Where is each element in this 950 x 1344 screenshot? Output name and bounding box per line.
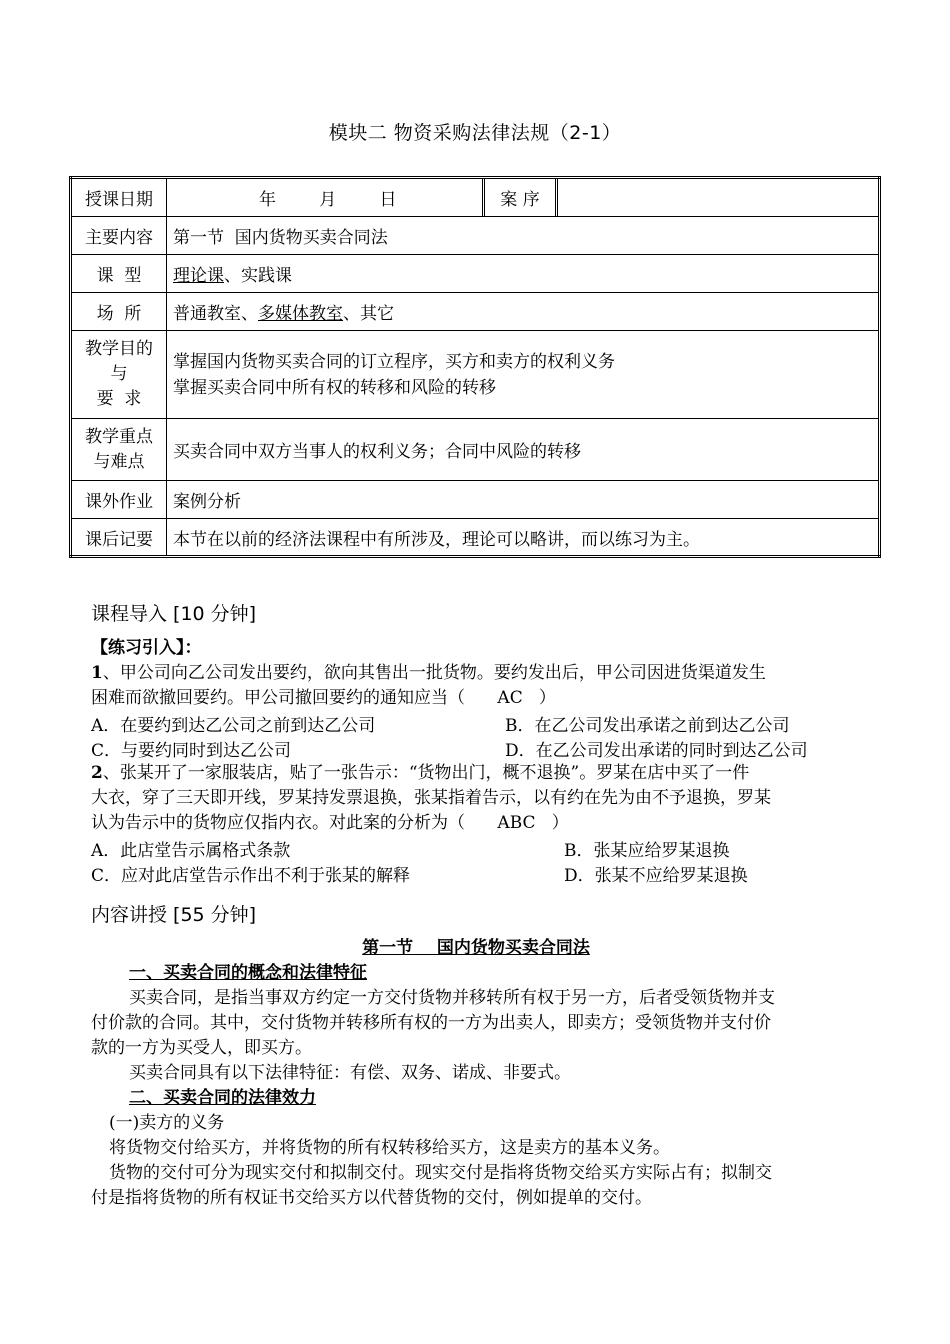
goal-line-2: 掌握买卖合同中所有权的转移和风险的转移	[173, 377, 496, 398]
place-a: 普通教室、	[173, 304, 258, 324]
content-value: 第一节 国内货物买卖合同法	[167, 217, 880, 255]
homework-value: 案例分析	[167, 481, 880, 519]
place-c: 、其它	[343, 304, 394, 324]
type-label: 课 型	[71, 255, 167, 293]
goal-label-1: 教学目的	[85, 339, 153, 359]
date-label: 授课日期	[71, 178, 167, 217]
q2-num: 2	[91, 763, 103, 783]
row-content	[71, 217, 880, 255]
practice-block	[91, 636, 861, 711]
q1-option-b: B．在乙公司发出承诺之前到达乙公司	[505, 716, 790, 736]
row-goal	[71, 331, 880, 419]
subheading-2	[91, 1086, 861, 1111]
q2-option-a: A．此店堂告示属格式条款	[91, 841, 291, 861]
subheading-1-text: 一、买卖合同的概念和法律特征	[129, 963, 367, 983]
row-type	[71, 255, 880, 293]
page-title: 模块二 物资采购法律法规（2-1）	[328, 122, 622, 144]
q1-option-c: C．与要约同时到达乙公司	[91, 741, 292, 761]
para3: 将货物交付给买方，并将货物的所有权转移给买方，这是卖方的基本义务。	[109, 1138, 670, 1158]
row-date	[71, 178, 880, 217]
lecture-block	[91, 936, 861, 1211]
q1-line2: 困难而欲撤回要约。甲公司撤回要约的通知应当（ AC ）	[91, 688, 556, 708]
date-value: 年 月 日	[167, 179, 485, 216]
q2-block	[91, 761, 861, 836]
row-notes	[71, 519, 880, 557]
q1-line1	[91, 661, 861, 686]
q2-option-b: B．张某应给罗某退换	[564, 841, 730, 861]
key-label	[71, 419, 167, 481]
type-value	[167, 255, 880, 293]
section-title	[91, 936, 861, 961]
para4-line2: 付是指将货物的所有权证书交给买方以代替货物的交付，例如提单的交付。	[91, 1188, 652, 1208]
homework-label: 课外作业	[71, 481, 167, 519]
subheading-2-1: (一)卖方的义务	[109, 1113, 225, 1133]
section-title-text: 第一节 国内货物买卖合同法	[362, 938, 590, 958]
q2-line1	[91, 761, 861, 786]
row-homework	[71, 481, 880, 519]
q2-option-c: C．应对此店堂告示作出不利于张某的解释	[91, 866, 411, 886]
lesson-info-table	[69, 176, 881, 558]
type-theory: 理论课	[173, 266, 224, 286]
notes-value: 本节在以前的经济法课程中有所涉及，理论可以略讲，而以练习为主。	[167, 519, 880, 557]
subheading-1	[91, 961, 861, 986]
para4-line1: 货物的交付可分为现实交付和拟制交付。现实交付是指将货物交给买方实际占有；拟制交	[109, 1163, 772, 1183]
place-b: 多媒体教室	[258, 304, 343, 324]
q2-option-d: D．张某不应给罗某退换	[564, 866, 748, 886]
place-value	[167, 293, 880, 331]
case-label: 案 序	[485, 179, 558, 216]
para1-line1: 买卖合同，是指当事双方约定一方交付货物并移转所有权于另一方，后者受领货物并支	[129, 988, 775, 1008]
key-label-1: 教学重点	[85, 426, 153, 447]
row-place	[71, 293, 880, 331]
date-cell	[167, 178, 880, 217]
place-label: 场 所	[71, 293, 167, 331]
q2-line3: 认为告示中的货物应仅指内衣。对此案的分析为（ ABC ）	[91, 813, 569, 833]
key-label-2: 与难点	[93, 451, 145, 472]
q2-line2: 大衣，穿了三天即开线，罗某持发票退换，张某指着告示，以有约在先为由不予退换，罗某	[91, 788, 771, 808]
q2-text1: 、张某开了一家服装店，贴了一张告示：“货物出门，概不退换”。罗某在店中买了一件	[102, 763, 750, 783]
goal-label	[71, 331, 167, 419]
para1-line2: 付价款的合同。其中，交付货物并转移所有权的一方为出卖人，即卖方；受领货物并支付价	[91, 1013, 771, 1033]
goal-label-2: 与	[110, 364, 128, 384]
goal-label-3: 要 求	[96, 389, 142, 409]
subheading-2-text: 二、买卖合同的法律效力	[129, 1088, 316, 1108]
intro-heading: 课程导入 [10 分钟]	[91, 603, 257, 625]
q1-option-a: A．在要约到达乙公司之前到达乙公司	[91, 716, 376, 736]
content-label: 主要内容	[71, 217, 167, 255]
q1-option-d: D．在乙公司发出承诺的同时到达乙公司	[505, 741, 808, 761]
notes-label: 课后记要	[71, 519, 167, 557]
row-key	[71, 419, 880, 481]
para1-line3: 款的一方为买受人，即买方。	[91, 1038, 312, 1058]
key-value: 买卖合同中双方当事人的权利义务；合同中风险的转移	[167, 419, 880, 481]
lecture-heading: 内容讲授 [55 分钟]	[91, 904, 257, 926]
q1-num: 1	[91, 663, 103, 683]
practice-label: 【练习引入】：	[91, 638, 202, 658]
para2: 买卖合同具有以下法律特征：有偿、双务、诺成、非要式。	[129, 1063, 571, 1083]
goal-value	[167, 331, 880, 419]
type-rest: 、实践课	[224, 266, 292, 286]
case-value	[558, 179, 878, 216]
goal-line-1: 掌握国内货物买卖合同的订立程序，买方和卖方的权利义务	[173, 351, 615, 372]
q1-text1: 、甲公司向乙公司发出要约，欲向其售出一批货物。要约发出后，甲公司因进货渠道发生	[102, 663, 766, 683]
